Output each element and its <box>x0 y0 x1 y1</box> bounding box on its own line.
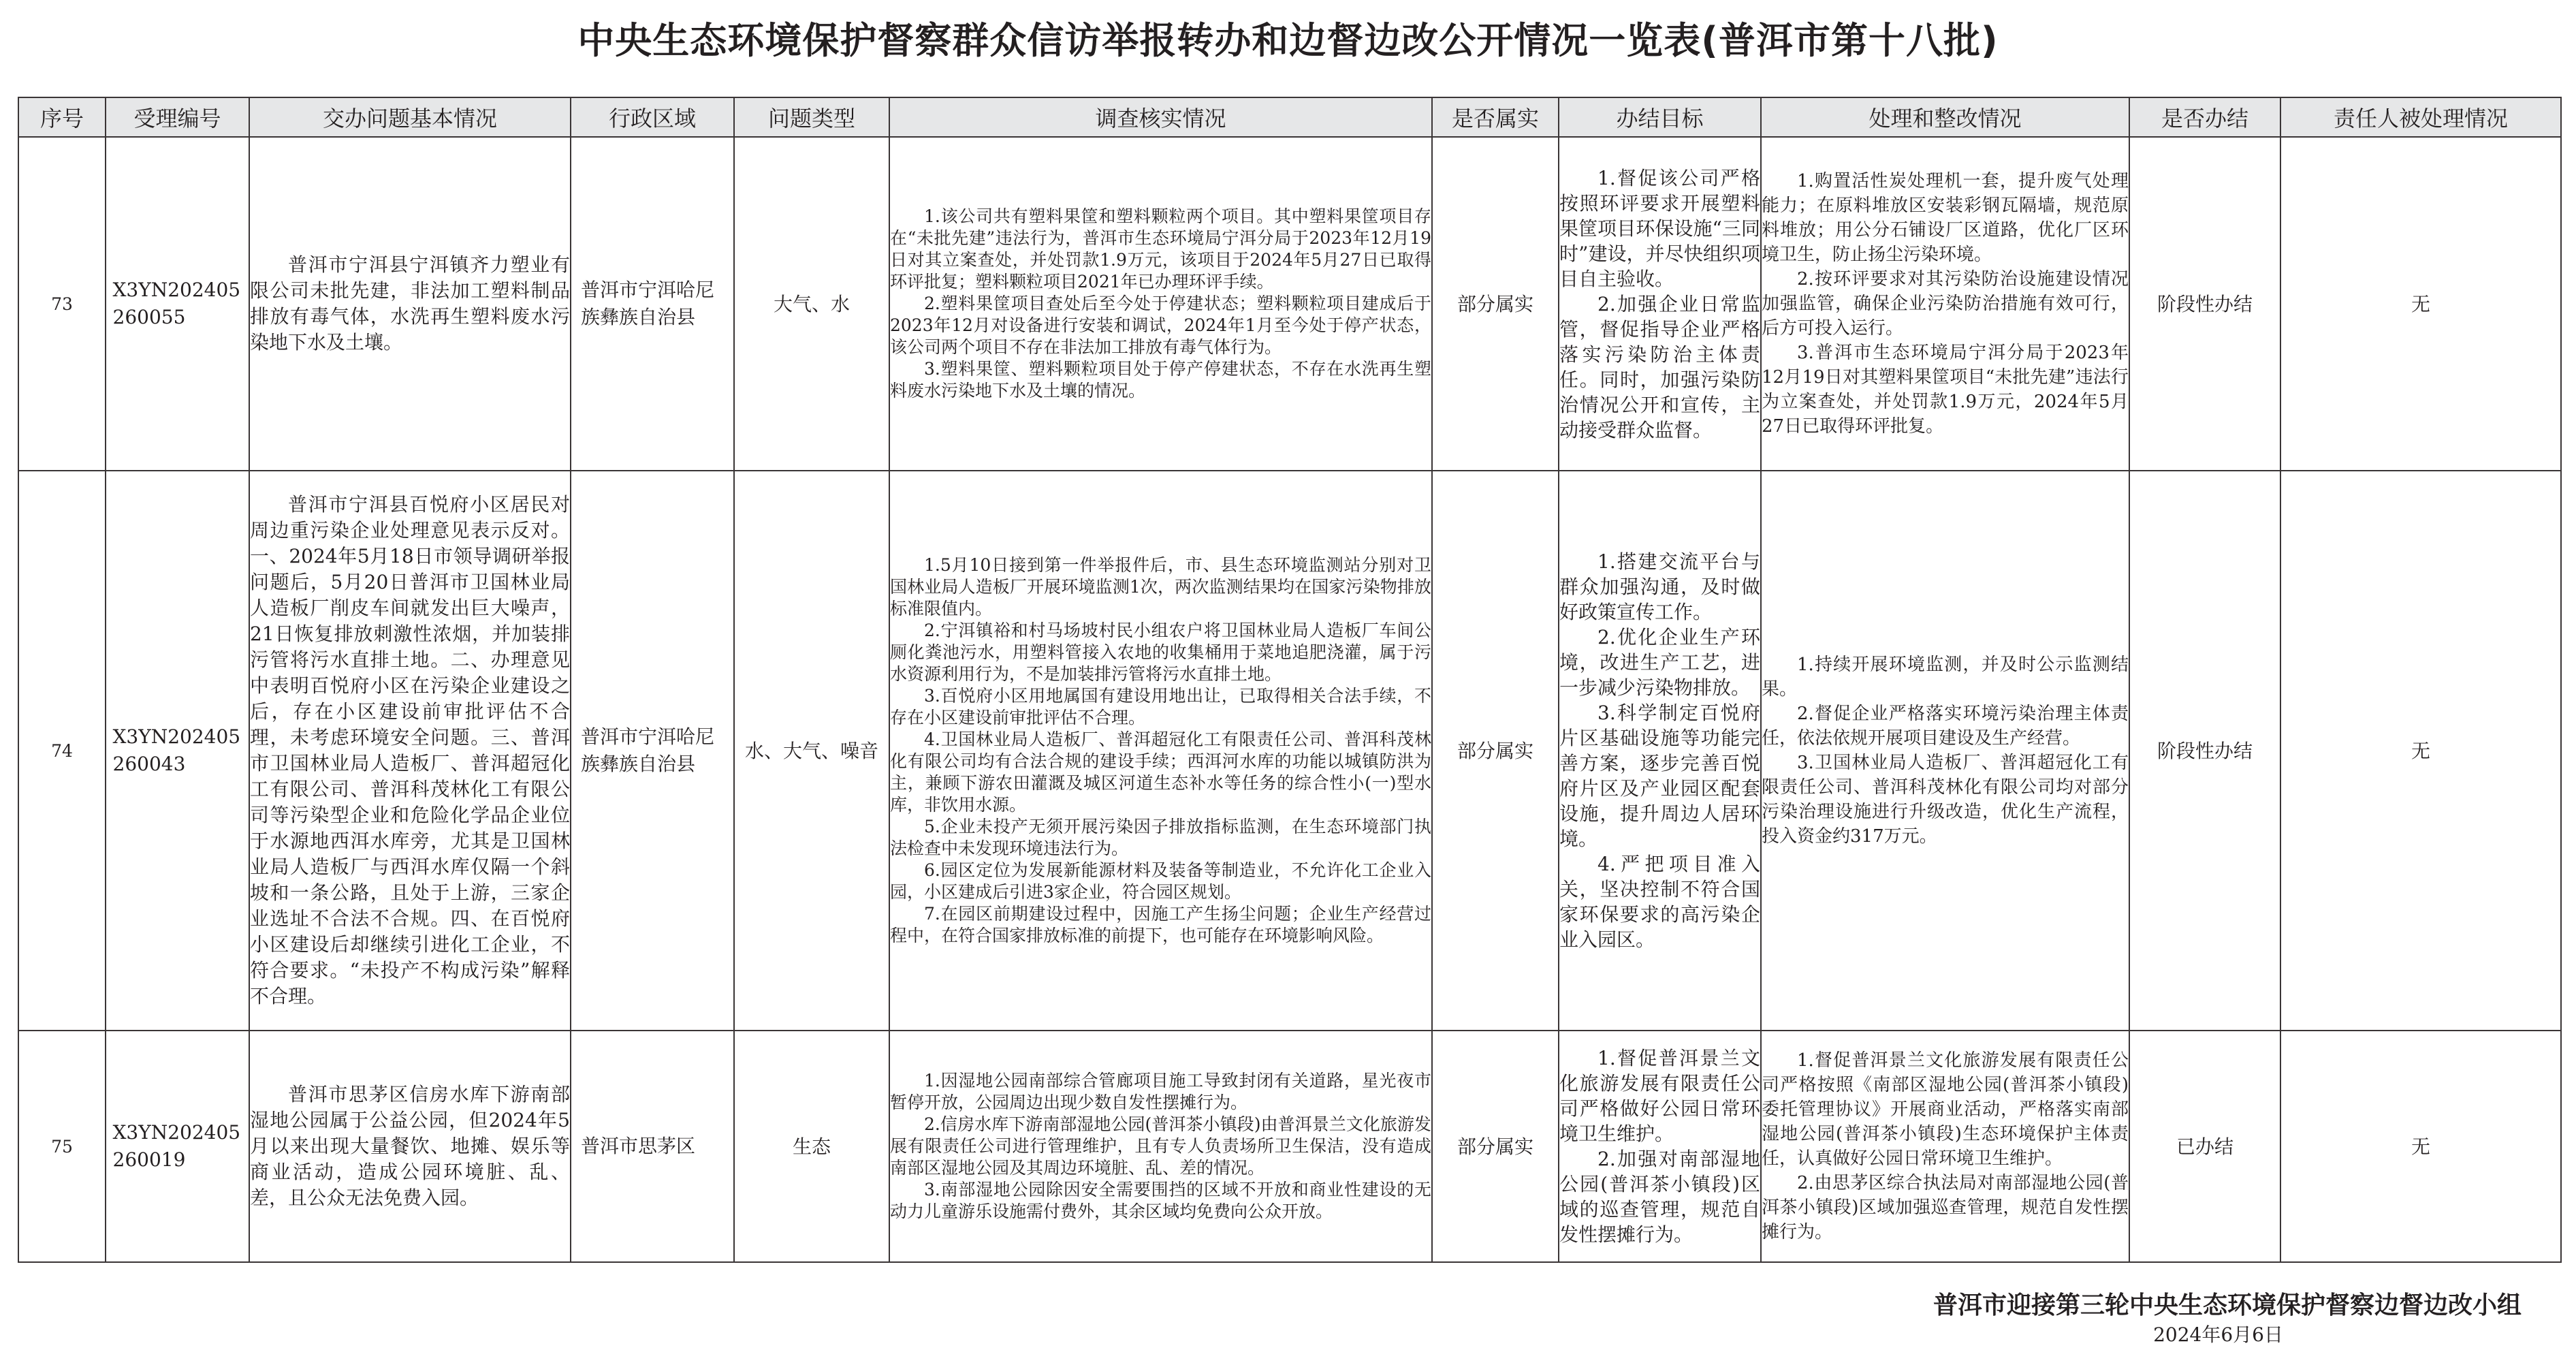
cell-goal-paragraph: 2.加强企业日常监管，督促指导企业严格落实污染防治主体责任。同时，加强污染防治情况公开和宣传，主动接受群众监督。 <box>1559 292 1760 441</box>
cell-description <box>249 1031 571 1262</box>
cell-description-paragraph: 普洱市宁洱县百悦府小区居民对周边重污染企业处理意见表示反对。一、2024年5月18日市领导调研举报问题后，5月20日普洱市卫国林业局人造板厂削皮车间就发出巨大噪声，21日恢复排放刺激性浓烟，并加装排污管将污水直排土地。二、办理意见中表明百悦府小区在污染企业建设之后，存在小区建设前审批评估不合理，未考虑环境安全问题。三、普洱市卫国林业局人造板厂、普洱超冠化工有限公司、普洱科茂林化工有限公司等污染型企业和危险化学品企业位于水源地西洱水库旁，尤其是卫国林业局人造板厂与西洱水库仅隔一个斜坡和一条公路，且处于上游，三家企业选址不合法不合规。四、在百悦府小区建设后却继续引进化工企业，不符合要求。“未投产不构成污染”解释不合理。 <box>250 493 570 1007</box>
cell-rectification-paragraph: 1.督促普洱景兰文化旅游发展有限责任公司严格按照《南部区湿地公园(普洱茶小镇段)委托管理协议》开展商业活动，严格落实南部湿地公园(普洱茶小镇段)生态环境保护主体责任，认真做好公园日常环境卫生维护。 <box>1762 1050 2129 1169</box>
cell-goal <box>1559 137 1761 471</box>
cell-investigation <box>889 471 1432 1031</box>
cell-is-true: 部分属实 <box>1432 471 1559 1031</box>
header-rectification: 处理和整改情况 <box>1761 97 2129 137</box>
cell-goal-paragraph: 2.优化企业生产环境，改进生产工艺，进一步减少污染物排放。 <box>1559 626 1760 699</box>
cell-case-id-text: X3YN202405260043 <box>112 725 241 775</box>
cell-investigation-paragraph: 2.宁洱镇裕和村马场坡村民小组农户将卫国林业局人造板厂车间公厕化粪池污水，用塑料管接入农地的收集桶用于菜地追肥浇灌，属于污水资源利用行为，不是加装排污管将污水直排土地。 <box>890 621 1431 684</box>
cell-investigation-paragraph: 1.5月10日接到第一件举报件后，市、县生态环境监测站分别对卫国林业局人造板厂开展环境监测1次，两次监测结果均在国家污染物排放标准限值内。 <box>890 555 1431 618</box>
cell-rectification-paragraph: 2.按环评要求对其污染防治设施建设情况加强监管，确保企业污染防治措施有效可行，后方可投入运行。 <box>1762 269 2129 339</box>
cell-problem-type: 水、大气、噪音 <box>734 471 889 1031</box>
cell-region-text: 普洱市宁洱哈尼族彝族自治县 <box>581 279 715 328</box>
cell-region <box>571 471 734 1031</box>
cell-seq: 75 <box>18 1031 106 1262</box>
cell-investigation-paragraph: 2.信房水库下游南部湿地公园(普洱茶小镇段)由普洱景兰文化旅游发展有限责任公司进行管理维护，且有专人负责场所卫生保洁，没有造成南部区湿地公园及其周边环境脏、乱、差的情况。 <box>890 1114 1431 1178</box>
cell-accountability: 无 <box>2280 137 2561 471</box>
cell-seq: 73 <box>18 137 106 471</box>
header-closed: 是否办结 <box>2129 97 2280 137</box>
cell-investigation-paragraph: 7.在园区前期建设过程中，因施工产生扬尘问题；企业生产经营过程中，在符合国家排放标准的前提下，也可能存在环境影响风险。 <box>890 904 1431 945</box>
header-problem-type: 问题类型 <box>734 97 889 137</box>
cell-description-paragraph: 普洱市宁洱县宁洱镇齐力塑业有限公司未批先建，非法加工塑料制品排放有毒气体，水洗再生塑料废水污染地下水及土壤。 <box>250 253 570 354</box>
cell-rectification <box>1761 1031 2129 1262</box>
cell-problem-type: 生态 <box>734 1031 889 1262</box>
table-row <box>18 1031 2561 1262</box>
header-description: 交办问题基本情况 <box>249 97 571 137</box>
cell-description <box>249 471 571 1031</box>
header-investigation: 调查核实情况 <box>889 97 1432 137</box>
cell-rectification-paragraph: 2.由思茅区综合执法局对南部湿地公园(普洱茶小镇段)区域加强巡查管理，规范自发性摆摊行为。 <box>1762 1173 2129 1242</box>
cell-region-text: 普洱市宁洱哈尼族彝族自治县 <box>581 725 715 775</box>
cell-region-text: 普洱市思茅区 <box>581 1135 696 1157</box>
cell-goal <box>1559 471 1761 1031</box>
report-table <box>18 97 2562 1263</box>
page-title: 中央生态环境保护督察群众信访举报转办和边督边改公开情况一览表(普洱市第十八批) <box>577 19 1999 62</box>
cell-rectification <box>1761 471 2129 1031</box>
cell-investigation-paragraph: 3.塑料果筐、塑料颗粒项目处于停产停建状态，不存在水洗再生塑料废水污染地下水及土壤的情况。 <box>890 359 1431 401</box>
cell-case-id-text: X3YN202405260019 <box>112 1121 241 1171</box>
cell-case-id <box>106 471 249 1031</box>
cell-investigation-paragraph: 6.园区定位为发展新能源材料及装备等制造业，不允许化工企业入园，小区建成后引进3家企业，符合园区规划。 <box>890 860 1431 902</box>
header-region: 行政区域 <box>571 97 734 137</box>
cell-rectification-paragraph: 3.普洱市生态环境局宁洱分局于2023年12月19日对其塑料果筐项目“未批先建”违法行为立案查处，并处罚款1.9万元，2024年5月27日已取得环评批复。 <box>1762 343 2129 437</box>
cell-description-paragraph: 普洱市思茅区信房水库下游南部湿地公园属于公益公园，但2024年5月以来出现大量餐饮、地摊、娱乐等商业活动，造成公园环境脏、乱、差，且公众无法免费入园。 <box>250 1083 570 1209</box>
table-row <box>18 137 2561 471</box>
cell-closed: 阶段性办结 <box>2129 471 2280 1031</box>
header-case-id: 受理编号 <box>106 97 249 137</box>
cell-rectification-paragraph: 2.督促企业严格落实环境污染治理主体责任，依法依规开展项目建设及生产经营。 <box>1762 704 2129 749</box>
footer-date: 2024年6月6日 <box>2153 1323 2283 1346</box>
header-goal: 办结目标 <box>1559 97 1761 137</box>
header-seq: 序号 <box>18 97 106 137</box>
table-header-row <box>18 97 2561 137</box>
cell-seq: 74 <box>18 471 106 1031</box>
cell-case-id <box>106 1031 249 1262</box>
cell-investigation-paragraph: 1.该公司共有塑料果筐和塑料颗粒两个项目。其中塑料果筐项目存在“未批先建”违法行为，普洱市生态环境局宁洱分局于2023年12月19日对其立案查处，并处罚款1.9万元，该项目于2024年5月27日已取得环评批复；塑料颗粒项目2021年已办理环评手续。 <box>890 206 1431 292</box>
cell-rectification <box>1761 137 2129 471</box>
cell-closed: 已办结 <box>2129 1031 2280 1262</box>
cell-goal-paragraph: 4.严把项目准入关，坚决控制不符合国家环保要求的高污染企业入园区。 <box>1559 853 1760 951</box>
cell-goal-paragraph: 1.督促普洱景兰文化旅游发展有限责任公司严格做好公园日常环境卫生维护。 <box>1559 1047 1760 1145</box>
cell-closed: 阶段性办结 <box>2129 137 2280 471</box>
cell-description <box>249 137 571 471</box>
cell-investigation-paragraph: 3.南部湿地公园除因安全需要围挡的区域不开放和商业性建设的无动力儿童游乐设施需付费外，其余区域均免费向公众开放。 <box>890 1180 1431 1221</box>
cell-investigation-paragraph: 5.企业未投产无须开展污染因子排放指标监测，在生态环境部门执法检查中未发现环境违法行为。 <box>890 817 1431 858</box>
cell-investigation <box>889 137 1432 471</box>
cell-goal-paragraph: 3.科学制定百悦府片区基础设施等功能完善方案，逐步完善百悦府片区及产业园区配套设施，提升周边人居环境。 <box>1559 702 1760 850</box>
header-accountability: 责任人被处理情况 <box>2280 97 2561 137</box>
cell-investigation-paragraph: 2.塑料果筐项目查处后至今处于停建状态；塑料颗粒项目建成后于2023年12月对设备进行安装和调试，2024年1月至今处于停产状态，该公司两个项目不存在非法加工排放有毒气体行为。 <box>890 294 1431 357</box>
table-row <box>18 471 2561 1031</box>
cell-investigation-paragraph: 1.因湿地公园南部综合管廊项目施工导致封闭有关道路，星光夜市暂停开放，公园周边出现少数自发性摆摊行为。 <box>890 1071 1431 1112</box>
footer-organization: 普洱市迎接第三轮中央生态环境保护督察边督边改小组 <box>1933 1291 2522 1319</box>
cell-region <box>571 137 734 471</box>
cell-goal-paragraph: 1.搭建交流平台与群众加强沟通，及时做好政策宣传工作。 <box>1559 550 1760 623</box>
cell-case-id <box>106 137 249 471</box>
cell-problem-type: 大气、水 <box>734 137 889 471</box>
cell-case-id-text: X3YN202405260055 <box>112 279 241 328</box>
cell-rectification-paragraph: 1.持续开展环境监测，并及时公示监测结果。 <box>1762 655 2129 700</box>
cell-region <box>571 1031 734 1262</box>
cell-accountability: 无 <box>2280 471 2561 1031</box>
cell-investigation-paragraph: 3.百悦府小区用地属国有建设用地出让，已取得相关合法手续，不存在小区建设前审批评估不合理。 <box>890 686 1431 727</box>
cell-goal-paragraph: 1.督促该公司严格按照环评要求开展塑料果筐项目环保设施“三同时”建设，并尽快组织项目自主验收。 <box>1559 166 1760 290</box>
cell-investigation-paragraph: 4.卫国林业局人造板厂、普洱超冠化工有限责任公司、普洱科茂林化有限公司均有合法合规的建设手续；西洱河水库的功能以城镇防洪为主，兼顾下游农田灌溉及城区河道生态补水等任务的综合性小(一)型水库，非饮用水源。 <box>890 729 1431 815</box>
cell-rectification-paragraph: 1.购置活性炭处理机一套，提升废气处理能力；在原料堆放区安装彩钢瓦隔墙，规范原料堆放；用公分石铺设厂区道路，优化厂区环境卫生，防止扬尘污染环境。 <box>1762 171 2129 265</box>
header-is-true: 是否属实 <box>1432 97 1559 137</box>
cell-is-true: 部分属实 <box>1432 1031 1559 1262</box>
cell-rectification-paragraph: 3.卫国林业局人造板厂、普洱超冠化工有限责任公司、普洱科茂林化有限公司均对部分污染治理设施进行升级改造，优化生产流程，投入资金约317万元。 <box>1762 753 2129 847</box>
cell-accountability: 无 <box>2280 1031 2561 1262</box>
cell-goal-paragraph: 2.加强对南部湿地公园(普洱茶小镇段)区域的巡查管理，规范自发性摆摊行为。 <box>1559 1148 1760 1246</box>
cell-is-true: 部分属实 <box>1432 137 1559 471</box>
cell-goal <box>1559 1031 1761 1262</box>
cell-investigation <box>889 1031 1432 1262</box>
